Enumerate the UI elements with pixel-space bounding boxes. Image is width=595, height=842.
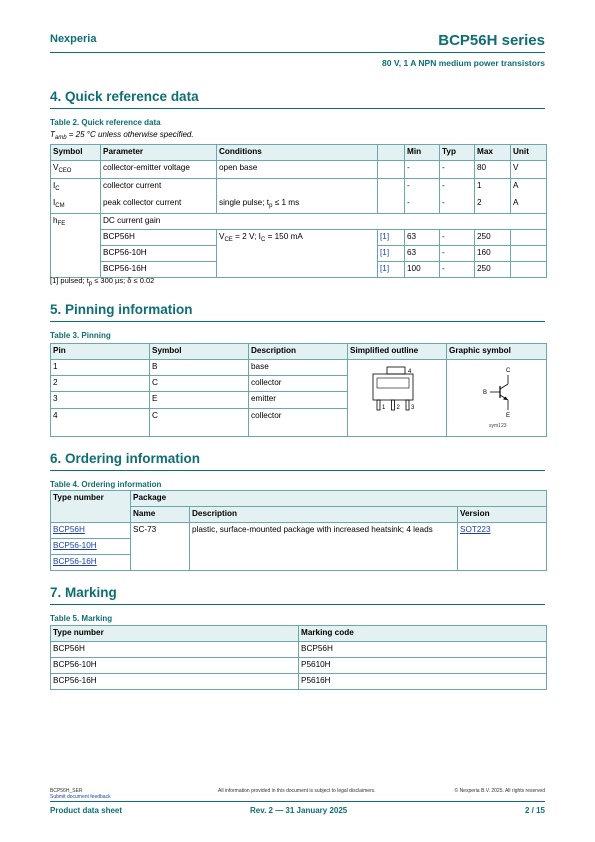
type-number-cell (51, 539, 131, 555)
conditions-cell: single pulse; $t_p \le 1$ ms (217, 196, 378, 214)
document-title: BCP56H series (438, 32, 545, 49)
package-version-cell (458, 523, 547, 571)
footnote-ref-link[interactable]: [1] (378, 246, 405, 262)
marking-table (50, 625, 547, 690)
symbol-cell: C (150, 408, 249, 436)
pin-cell: 4 (51, 408, 150, 436)
table-header-row (51, 145, 547, 161)
footer-revision: Rev. 2 — 31 January 2025 (250, 806, 348, 815)
col-symbol: Symbol (150, 344, 249, 360)
pinning-table (50, 343, 547, 437)
unit-cell: V (511, 161, 547, 179)
graphic-symbol-cell (447, 360, 547, 437)
min-cell: - (405, 179, 440, 197)
footer-copyright: © Nexperia B.V. 2025. All rights reserved (454, 788, 545, 794)
pin-cell: 2 (51, 376, 150, 392)
outline-cell (348, 360, 447, 437)
table-row (51, 658, 547, 674)
max-cell: 80 (475, 161, 511, 179)
section-4-rule (50, 108, 545, 109)
col-parameter: Parameter (101, 145, 217, 161)
table-row (51, 642, 547, 658)
table-2-footnote: [1] pulsed; $t_p \le 300$ µs; δ ≤ 0.02 (50, 276, 155, 287)
typ-cell: - (440, 161, 475, 179)
table-2-caption: Table 2. Quick reference data (50, 118, 161, 127)
parameter-cell: DC current gain (101, 214, 547, 230)
description-cell: collector (249, 376, 348, 392)
parameter-cell: collector current (101, 179, 217, 197)
symbol-cell: $h_{FE}$ (51, 214, 101, 278)
symbol-cell: $V_{CEO}$ (51, 161, 101, 179)
type-number-cell: BCP56-10H (51, 658, 299, 674)
symbol-cell: B (150, 360, 249, 376)
section-4-title: 4. Quick reference data (50, 89, 199, 104)
footer-doc-id: BCP56H_SER (50, 788, 83, 794)
col-min: Min (405, 145, 440, 161)
col-unit: Unit (511, 145, 547, 161)
col-pin: Pin (51, 344, 150, 360)
emitter-label: E (505, 413, 510, 419)
col-description: Description (249, 344, 348, 360)
footer-disclaimer: All information provided in this document is subject to legal disclaimers. (218, 788, 376, 794)
type-link-bcp56-10h[interactable]: BCP56-10H (53, 541, 97, 550)
parameter-cell: collector-emitter voltage (101, 161, 217, 179)
conditions-cell (217, 179, 378, 197)
min-cell: - (405, 161, 440, 179)
unit-cell (511, 246, 547, 262)
typ-cell: - (440, 246, 475, 262)
table-row (51, 214, 547, 230)
base-label: B (482, 390, 487, 396)
type-number-cell (51, 523, 131, 539)
col-name: Name (131, 507, 190, 523)
col-version: Version (458, 507, 547, 523)
table-row (51, 523, 547, 539)
outline-pin-2-label: 2 (396, 405, 400, 411)
brand-name: Nexperia (50, 33, 97, 45)
header-rule (50, 52, 545, 53)
footer-doc-type: Product data sheet (50, 806, 123, 815)
marking-code-cell: P5616H (299, 674, 547, 690)
symbol-code-label: sym123 (488, 423, 507, 429)
symbol-cell: E (150, 392, 249, 408)
parameter-cell: BCP56-10H (101, 246, 217, 262)
unit-cell (511, 230, 547, 246)
symbol-cell: $I_{CM}$ (51, 196, 101, 214)
table-row (51, 360, 547, 376)
max-cell: 2 (475, 196, 511, 214)
col-symbol: Symbol (51, 145, 101, 161)
unit-cell (511, 262, 547, 278)
type-number-cell (51, 555, 131, 571)
typ-cell: - (440, 230, 475, 246)
typ-cell: - (440, 196, 475, 214)
section-7-title: 7. Marking (50, 585, 117, 600)
ref-cell (378, 196, 405, 214)
marking-code-cell: BCP56H (299, 642, 547, 658)
type-link-bcp56-16h[interactable]: BCP56-16H (53, 557, 97, 566)
ordering-table (50, 490, 547, 571)
type-link-bcp56h[interactable]: BCP56H (53, 525, 85, 534)
min-cell: 100 (405, 262, 440, 278)
conditions-cell: $V_{CE} = 2$ V; $I_C = 150$ mA (217, 230, 378, 278)
marking-code-cell: P5610H (299, 658, 547, 674)
col-description: Description (190, 507, 458, 523)
col-graphic-symbol: Graphic symbol (447, 344, 547, 360)
col-package: Package (131, 491, 547, 507)
table-row (51, 161, 547, 179)
outline-pin-1-label: 1 (382, 405, 386, 411)
package-description-cell: plastic, surface-mounted package with increased heatsink; 4 leads (190, 523, 458, 571)
table-row (51, 196, 547, 214)
min-cell: 63 (405, 246, 440, 262)
pin-cell: 1 (51, 360, 150, 376)
typ-cell: - (440, 262, 475, 278)
max-cell: 160 (475, 246, 511, 262)
max-cell: 250 (475, 262, 511, 278)
conditions-cell: open base (217, 161, 378, 179)
table-row (51, 230, 547, 246)
col-simplified-outline: Simplified outline (348, 344, 447, 360)
package-name-cell: SC-73 (131, 523, 190, 571)
section-6-rule (50, 470, 545, 471)
min-cell: 63 (405, 230, 440, 246)
pin-cell: 3 (51, 392, 150, 408)
ref-cell (378, 179, 405, 197)
table-row (51, 674, 547, 690)
sot223-outline-diagram (349, 360, 445, 432)
footer-page-number: 2 / 15 (524, 806, 545, 815)
col-type-number: Type number (51, 491, 131, 523)
npn-transistor-symbol (448, 360, 546, 432)
footnote-ref-link[interactable]: [1] (378, 262, 405, 278)
collector-label: C (505, 368, 510, 374)
table-row (51, 179, 547, 197)
col-type-number: Type number (51, 626, 299, 642)
submit-feedback-link[interactable]: Submit document feedback (50, 794, 111, 800)
type-number-cell: BCP56-16H (51, 674, 299, 690)
unit-cell: A (511, 196, 547, 214)
symbol-cell: $I_C$ (51, 179, 101, 197)
parameter-cell: peak collector current (101, 196, 217, 214)
table-5-caption: Table 5. Marking (50, 614, 113, 623)
version-link-sot223[interactable]: SOT223 (460, 525, 491, 534)
col-max: Max (475, 145, 511, 161)
table-header-row (51, 626, 547, 642)
col-ref (378, 145, 405, 161)
max-cell: 1 (475, 179, 511, 197)
document-subtitle: 80 V, 1 A NPN medium power transistors (382, 58, 545, 68)
ref-cell (378, 161, 405, 179)
table-header-row (51, 344, 547, 360)
footnote-ref-link[interactable]: [1] (378, 230, 405, 246)
typ-cell: - (440, 179, 475, 197)
table-4-caption: Table 4. Ordering information (50, 480, 162, 489)
quick-reference-table (50, 144, 547, 278)
description-cell: collector (249, 408, 348, 436)
parameter-cell: BCP56H (101, 230, 217, 246)
symbol-cell: C (150, 376, 249, 392)
unit-cell: A (511, 179, 547, 197)
col-marking-code: Marking code (299, 626, 547, 642)
outline-pin-4-label: 4 (408, 369, 412, 375)
table-3-caption: Table 3. Pinning (50, 331, 111, 340)
table-header-row (51, 491, 547, 507)
parameter-cell: BCP56-16H (101, 262, 217, 278)
section-5-title: 5. Pinning information (50, 302, 193, 317)
col-conditions: Conditions (217, 145, 378, 161)
description-cell: base (249, 360, 348, 376)
description-cell: emitter (249, 392, 348, 408)
type-number-cell: BCP56H (51, 642, 299, 658)
min-cell: - (405, 196, 440, 214)
outline-pin-3-label: 3 (411, 405, 415, 411)
table-2-condition: $T_{amb} = 25$ °C unless otherwise specified. (50, 130, 194, 141)
col-typ: Typ (440, 145, 475, 161)
section-5-rule (50, 321, 545, 322)
section-7-rule (50, 604, 545, 605)
section-6-title: 6. Ordering information (50, 451, 201, 466)
max-cell: 250 (475, 230, 511, 246)
footer-rule (50, 801, 545, 802)
